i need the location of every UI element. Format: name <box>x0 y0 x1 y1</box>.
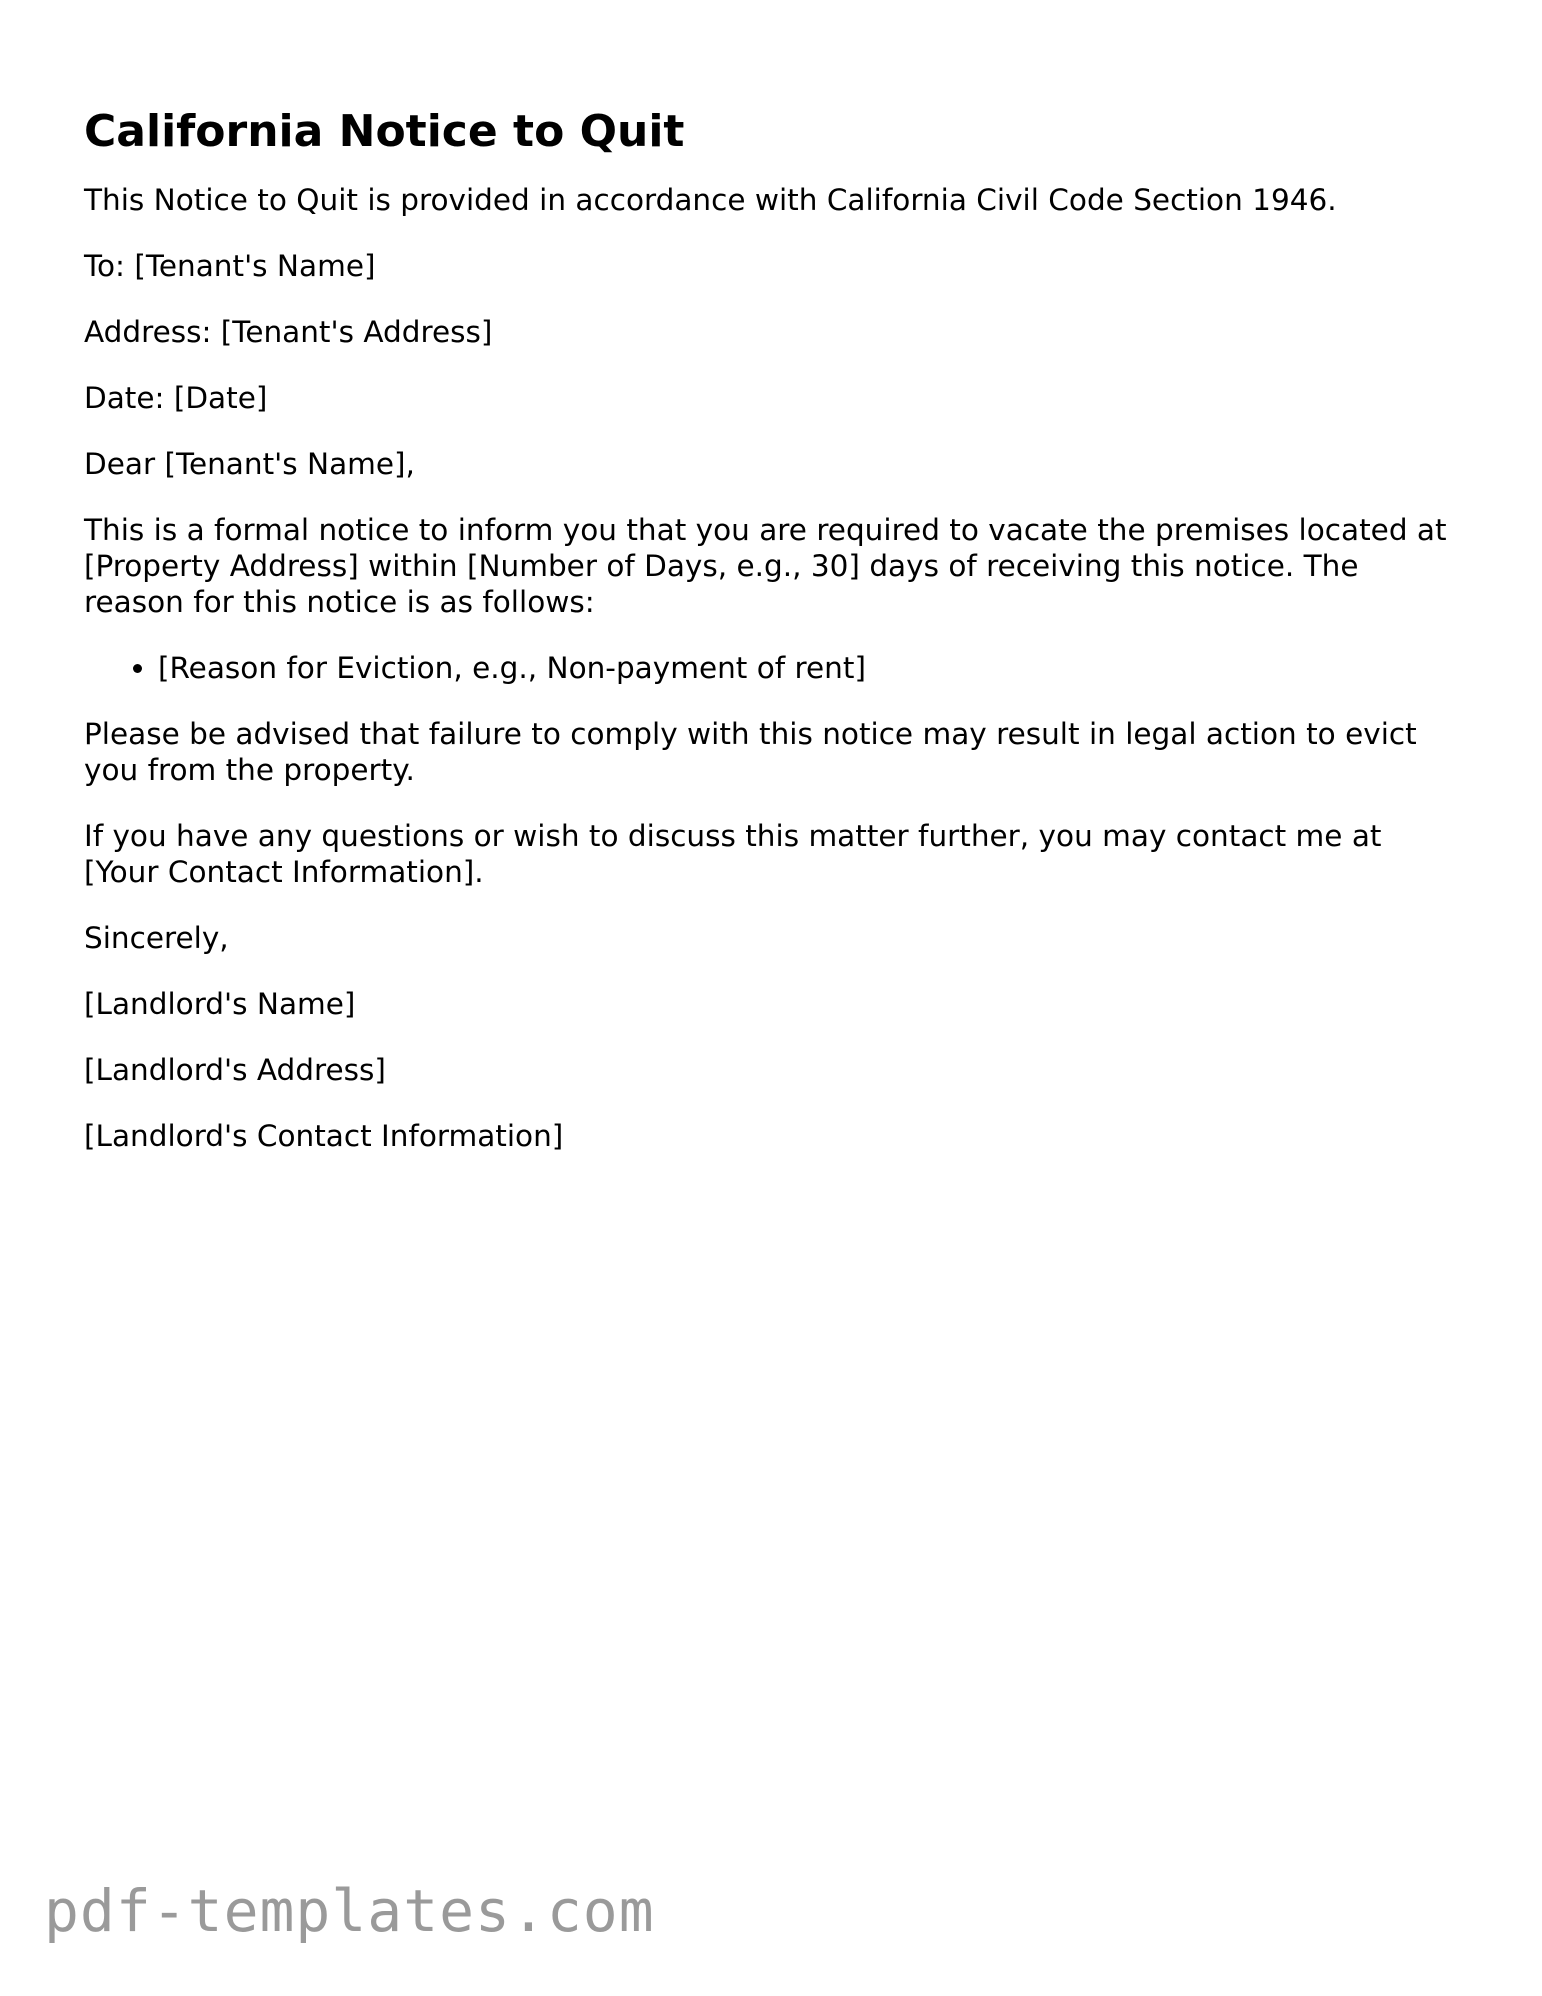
contact-paragraph: If you have any questions or wish to discuss this matter further, you may contact me at [Your Contact Information]. <box>84 819 1382 889</box>
landlord-contact: [Landlord's Contact Information] <box>84 1119 564 1153</box>
reasons-list <box>84 650 1464 686</box>
reason-item: • [Reason for Eviction, e.g., Non-payment of rent] <box>158 650 1464 686</box>
closing: Sincerely, <box>84 921 229 955</box>
to-line: To: [Tenant's Name] <box>84 249 376 283</box>
intro-paragraph: This Notice to Quit is provided in accordance with California Civil Code Section 1946. <box>84 183 1337 217</box>
document-title: California Notice to Quit <box>84 106 685 157</box>
date-line: Date: [Date] <box>84 381 268 415</box>
address-line: Address: [Tenant's Address] <box>84 315 493 349</box>
warning-paragraph: Please be advised that failure to comply with this notice may result in legal action to evict you from the property. <box>84 717 1417 787</box>
landlord-address: [Landlord's Address] <box>84 1053 386 1087</box>
watermark: pdf-templates.com <box>44 1877 655 1945</box>
salutation: Dear [Tenant's Name], <box>84 447 415 481</box>
landlord-name: [Landlord's Name] <box>84 987 356 1021</box>
body-paragraph: This is a formal notice to inform you that you are required to vacate the premises located at [Property Address] within [Number of Days, e.g., 30] days of receiving this notice. The reason for this notice is as follows: <box>84 513 1447 619</box>
document-page <box>84 104 1464 1184</box>
